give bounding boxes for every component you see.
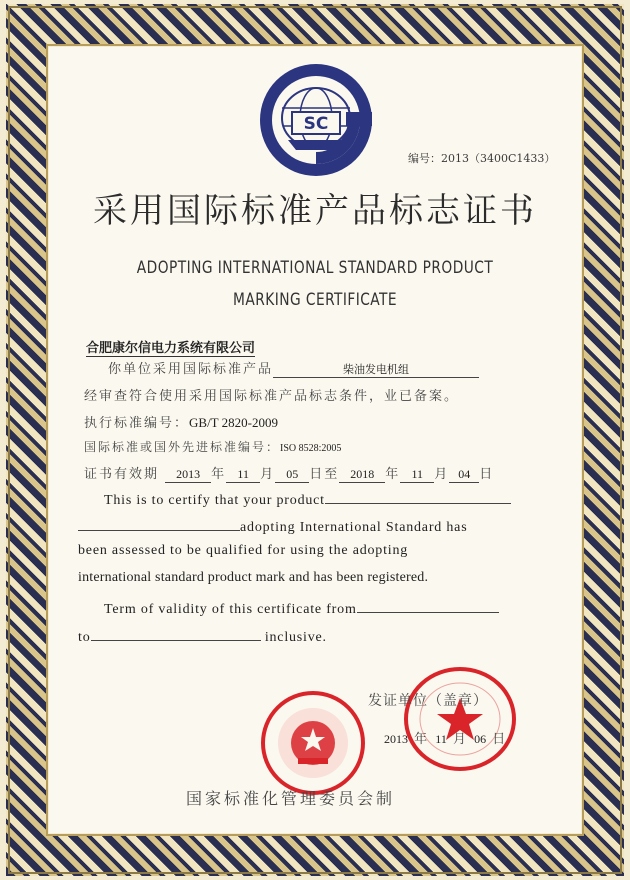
year-char-2: 年 (385, 467, 401, 482)
issuer-unit-label: 发证单位（盖章） (368, 693, 488, 709)
logo-text: SC (303, 114, 329, 134)
issue-month: 11 (435, 732, 447, 746)
from-year: 2013 (165, 467, 211, 483)
title-english-line-2: MARKING CERTIFICATE (233, 290, 397, 310)
to-month: 11 (400, 467, 434, 483)
english-line-1 (104, 489, 511, 509)
issue-day: 06 (474, 732, 487, 746)
to-year: 2018 (339, 467, 385, 483)
month-char-2: 月 (434, 467, 450, 482)
product-line (108, 358, 479, 378)
english-inclusive: inclusive. (264, 630, 327, 645)
english-line-4: international standard product mark and has been registered. (78, 570, 429, 585)
product-line-prefix: 你单位采用国际标准产品 (108, 362, 274, 377)
english-line-3: been assessed to be qualified for using the adopting (78, 543, 409, 558)
english-certify-text: This is to certify that your product (104, 493, 325, 508)
issue-month-char: 月 (453, 732, 469, 747)
english-line-2 (78, 516, 467, 536)
issue-year-char: 年 (414, 732, 430, 747)
month-char-1: 月 (260, 467, 276, 482)
issue-year: 2013 (384, 732, 408, 746)
serial-label: 编号： (408, 152, 441, 165)
intl-standard-line (84, 438, 341, 455)
title-chinese: 采用国际标准产品标志证书 (93, 191, 537, 231)
serial-number (408, 150, 555, 166)
exec-standard-label: 执行标准编号： (84, 416, 190, 431)
title-english-line-1: ADOPTING INTERNATIONAL STANDARD PRODUCT (136, 258, 494, 278)
english-line-5 (104, 598, 499, 618)
english-validity-text: Term of validity of this certificate from (104, 602, 357, 617)
from-blank (357, 598, 499, 613)
validity-label: 证书有效期 (84, 467, 160, 482)
red-seal-right-icon (402, 664, 518, 774)
from-day: 05 (275, 467, 309, 483)
english-adopting-text: adopting International Standard has (240, 520, 468, 535)
product-blank-2 (78, 516, 240, 531)
english-line-6 (78, 626, 327, 646)
english-to: to (78, 630, 91, 645)
product-name: 柴油发电机组 (273, 361, 479, 378)
issuer-name: 国家标准化管理委员会制 (186, 789, 396, 808)
day-char-1: 日 (309, 467, 325, 482)
intl-standard-label: 国际标准或国外先进标准编号： (84, 440, 281, 454)
validity-line (84, 463, 494, 483)
year-char-1: 年 (211, 467, 227, 482)
to-char: 至 (324, 467, 340, 482)
from-month: 11 (226, 467, 260, 483)
to-day: 04 (449, 467, 479, 483)
product-blank (325, 489, 511, 504)
issue-date (384, 728, 507, 747)
exec-standard-value: GB/T 2820-2009 (189, 415, 278, 430)
day-char-2: 日 (479, 467, 495, 482)
red-seal-left-icon (258, 688, 368, 798)
company-name: 合肥康尔信电力系统有限公司 (86, 337, 255, 357)
issue-day-char: 日 (492, 732, 508, 747)
approval-line: 经审查符合使用采用国际标准产品标志条件，业已备案。 (84, 389, 460, 404)
exec-standard-line (84, 412, 278, 431)
csc-logo-icon (256, 60, 376, 180)
intl-standard-value: ISO 8528:2005 (280, 443, 342, 454)
to-blank (91, 626, 261, 641)
serial-value: 2013（3400C1433） (441, 152, 556, 165)
